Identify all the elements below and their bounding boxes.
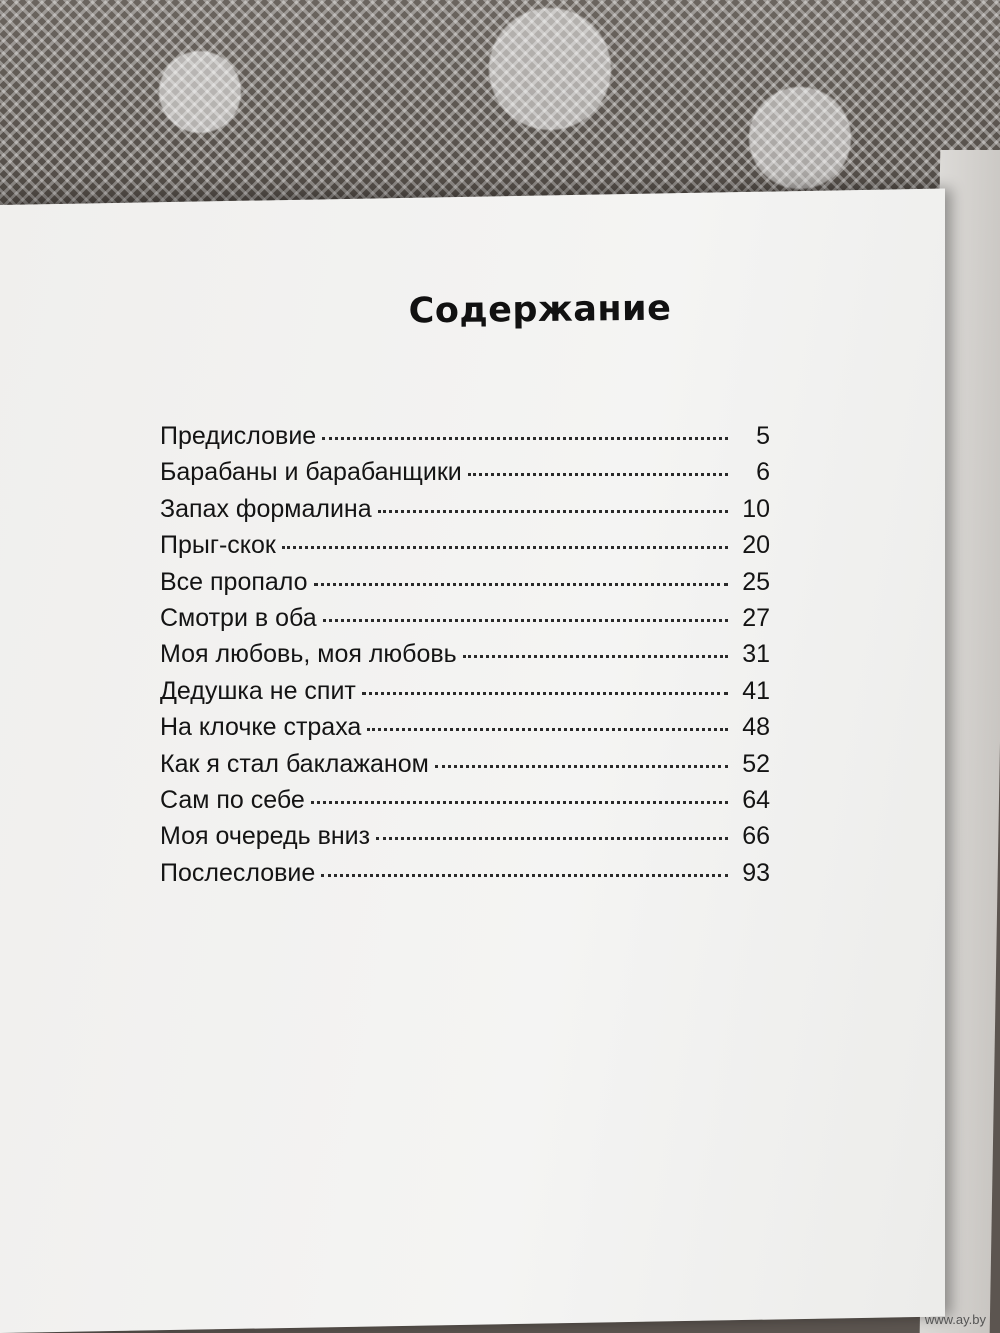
- toc-entry-page: 5: [756, 422, 770, 450]
- toc-entry-label: Прыг-скок: [160, 531, 276, 560]
- toc-entry: [160, 640, 770, 676]
- toc-dot-leader: [282, 546, 728, 549]
- toc-dot-leader: [311, 801, 728, 804]
- toc-entry: [160, 677, 770, 713]
- toc-dot-leader: [323, 619, 728, 622]
- toc-entry-label: Смотри в оба: [160, 603, 317, 632]
- toc-entry-label: Дедушка не спит: [160, 676, 356, 705]
- toc-entry-label: Моя любовь, моя любовь: [160, 640, 457, 669]
- toc-entry-label: Послесловие: [160, 858, 316, 887]
- toc-entry-page: 93: [742, 858, 770, 887]
- toc-entry-page: 27: [742, 603, 770, 632]
- toc-entry-label: Моя очередь вниз: [160, 822, 371, 851]
- toc-entry-label: На клочке страха: [160, 713, 362, 742]
- toc-dot-leader: [435, 765, 728, 768]
- toc-entry-label: Предисловие: [160, 422, 317, 450]
- toc-dot-leader: [463, 655, 728, 658]
- toc-dot-leader: [367, 728, 728, 731]
- toc-entry: [160, 458, 770, 494]
- toc-entry-page: 25: [742, 567, 770, 596]
- toc-entry: [160, 822, 770, 858]
- toc-entry-page: 48: [742, 713, 770, 742]
- toc-entry-page: 31: [742, 640, 770, 669]
- toc-entry: [160, 495, 770, 531]
- toc-entry-label: Как я стал баклажаном: [160, 749, 429, 778]
- toc-entry-page: 20: [742, 531, 770, 560]
- toc-entry: [160, 786, 770, 822]
- toc-entry-label: Барабаны и барабанщики: [160, 458, 462, 487]
- toc-dot-leader: [362, 692, 728, 695]
- toc-entry-page: 6: [756, 458, 770, 487]
- toc-entry: [160, 713, 770, 749]
- toc-title: Содержание: [408, 288, 672, 332]
- toc-entry: [160, 750, 770, 786]
- watermark: www.ay.by: [924, 1312, 986, 1327]
- toc-dot-leader: [321, 874, 728, 877]
- toc-entry-label: Запах формалина: [160, 494, 372, 523]
- toc-dot-leader: [322, 437, 728, 440]
- toc-dot-leader: [378, 510, 728, 513]
- toc-entry: [160, 531, 770, 567]
- toc-entry-page: 66: [742, 822, 770, 851]
- toc-entry: [160, 422, 770, 458]
- toc-dot-leader: [314, 583, 728, 586]
- toc-entry-label: Сам по себе: [160, 785, 305, 814]
- toc-entry: [160, 859, 770, 895]
- toc-entry-page: 52: [742, 749, 770, 778]
- toc-entry-page: 41: [742, 676, 770, 705]
- toc-entry-page: 10: [742, 494, 770, 523]
- toc-entry: [160, 568, 770, 604]
- toc-entry: [160, 604, 770, 640]
- toc-entry-page: 64: [742, 785, 770, 814]
- toc-dot-leader: [376, 837, 728, 840]
- toc-dot-leader: [468, 473, 728, 476]
- toc-entry-label: Все пропало: [160, 567, 308, 596]
- toc-list: [160, 422, 770, 895]
